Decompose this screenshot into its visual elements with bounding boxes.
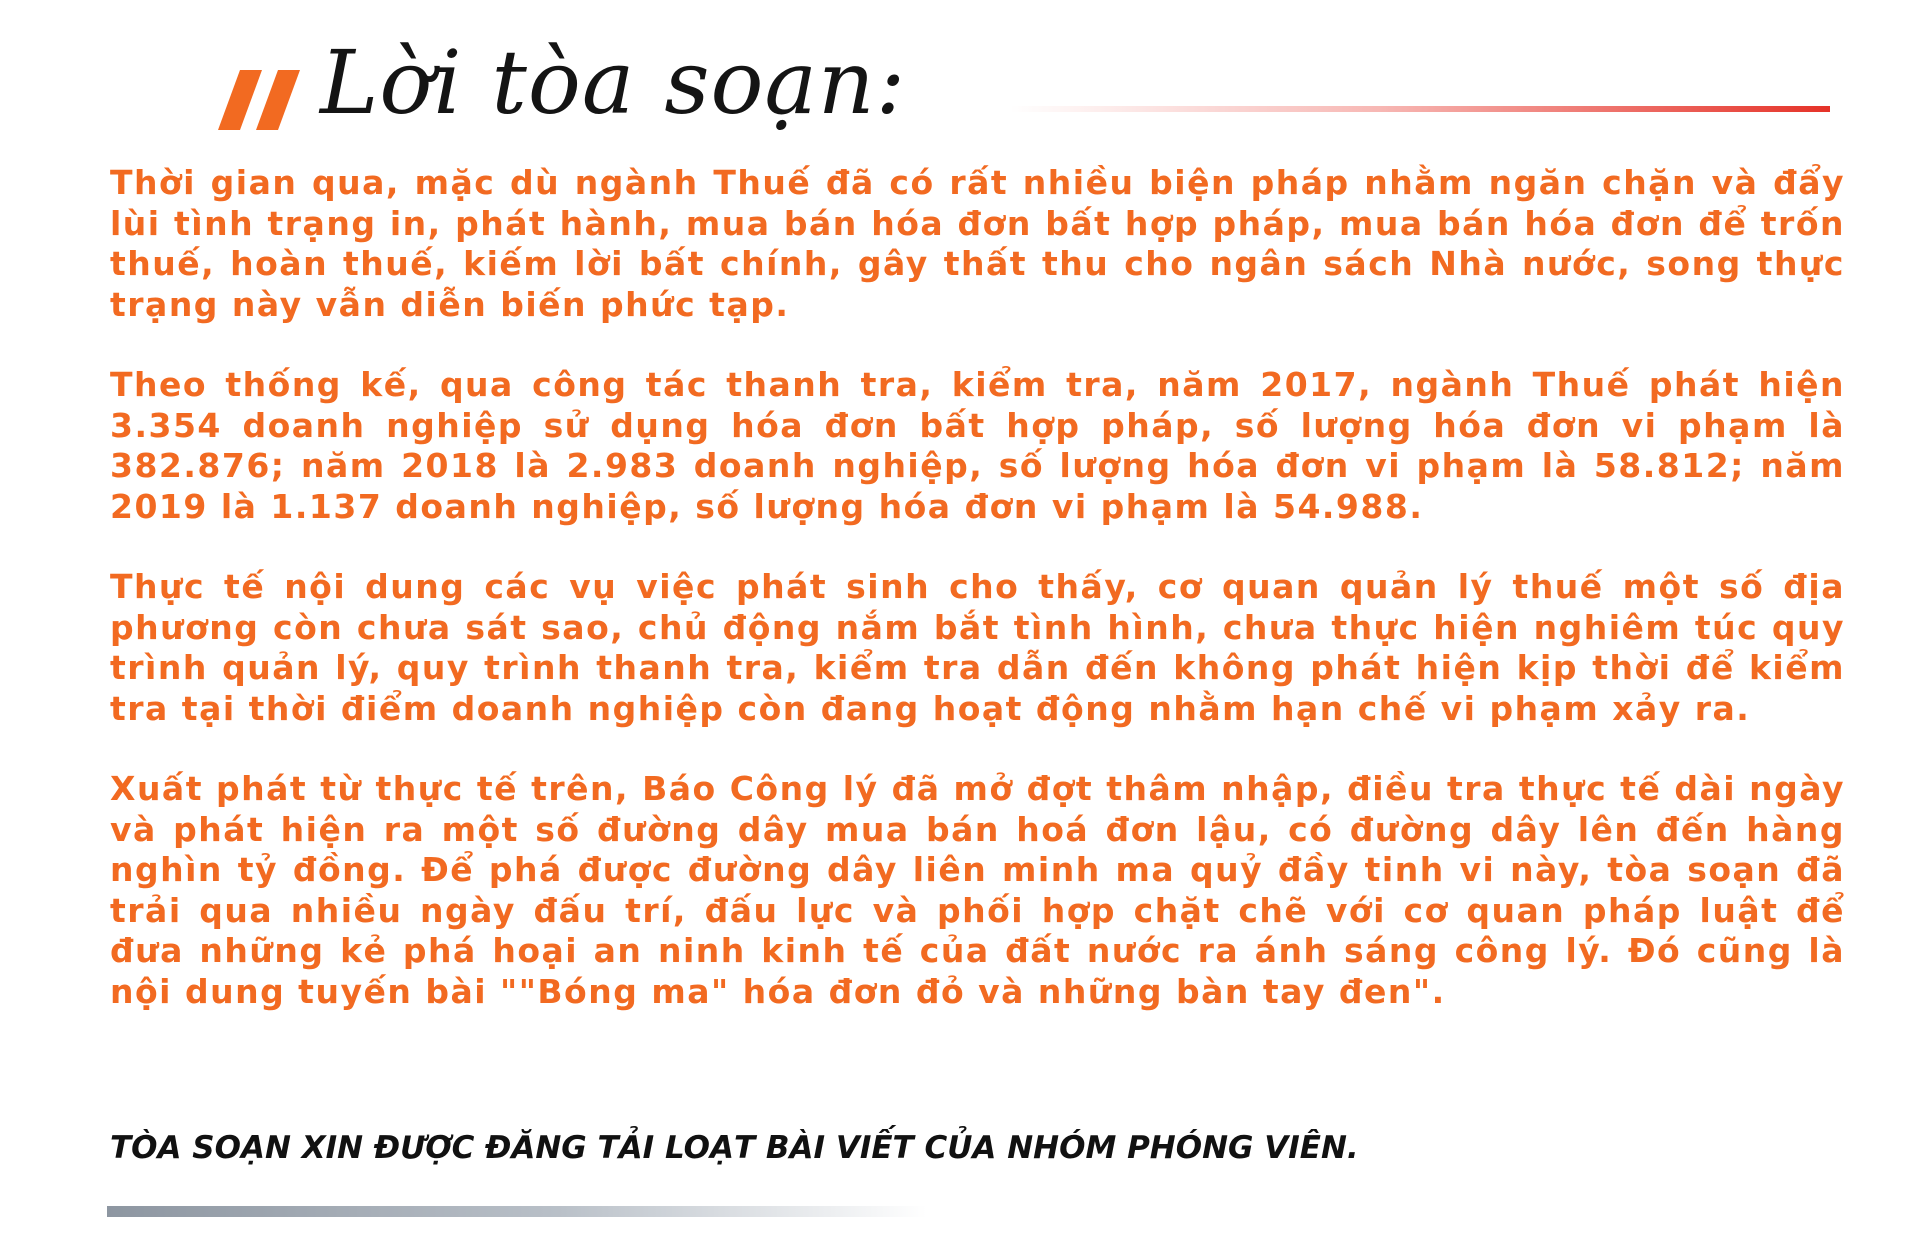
footer-divider bbox=[107, 1206, 927, 1217]
paragraph-4: Xuất phát từ thực tế trên, Báo Công lý đã mở đợt thâm nhập, điều tra thực tế dài ngày và phát hiện ra một số đường dây mua bán hoá đơn lậu, có đường dây lên đến hàng nghìn tỷ đồng. Để phá được đường dây liên minh ma quỷ đầy tinh vi này, tòa soạn đã trải qua nhiều ngày đấu trí, đấu lực và phối hợp chặt chẽ với cơ quan pháp luật để đưa những kẻ phá hoại an ninh kinh tế của đất nước ra ánh sáng công lý. Đó cũng là nội dung tuyến bài ""Bóng ma" hóa đơn đỏ và những bàn tay đen". bbox=[110, 769, 1845, 1011]
paragraph-3: Thực tế nội dung các vụ việc phát sinh cho thấy, cơ quan quản lý thuế một số địa phương còn chưa sát sao, chủ động nắm bắt tình hình, chưa thực hiện nghiêm túc quy trình quản lý, quy trình thanh tra, kiểm tra dẫn đến không phát hiện kịp thời để kiểm tra tại thời điểm doanh nghiệp còn đang hoạt động nhằm hạn chế vi phạm xảy ra. bbox=[110, 567, 1845, 728]
page-title: Lời tòa soạn: bbox=[320, 31, 907, 134]
double-slash-icon bbox=[218, 70, 308, 130]
header-divider bbox=[1010, 106, 1830, 112]
editorial-body bbox=[110, 163, 1845, 1052]
closing-statement: TÒA SOẠN XIN ĐƯỢC ĐĂNG TẢI LOẠT BÀI VIẾT CỦA NHÓM PHÓNG VIÊN. bbox=[110, 1130, 1359, 1166]
paragraph-1: Thời gian qua, mặc dù ngành Thuế đã có rất nhiều biện pháp nhằm ngăn chặn và đẩy lùi tình trạng in, phát hành, mua bán hóa đơn bất hợp pháp, mua bán hóa đơn để trốn thuế, hoàn thuế, kiếm lời bất chính, gây thất thu cho ngân sách Nhà nước, song thực trạng này vẫn diễn biến phức tạp. bbox=[110, 163, 1845, 324]
paragraph-2: Theo thống kế, qua công tác thanh tra, kiểm tra, năm 2017, ngành Thuế phát hiện 3.354 doanh nghiệp sử dụng hóa đơn bất hợp pháp, số lượng hóa đơn vi phạm là 382.876; năm 2018 là 2.983 doanh nghiệp, số lượng hóa đơn vi phạm là 58.812; năm 2019 là 1.137 doanh nghiệp, số lượng hóa đơn vi phạm là 54.988. bbox=[110, 365, 1845, 526]
editorial-header bbox=[210, 20, 1830, 140]
